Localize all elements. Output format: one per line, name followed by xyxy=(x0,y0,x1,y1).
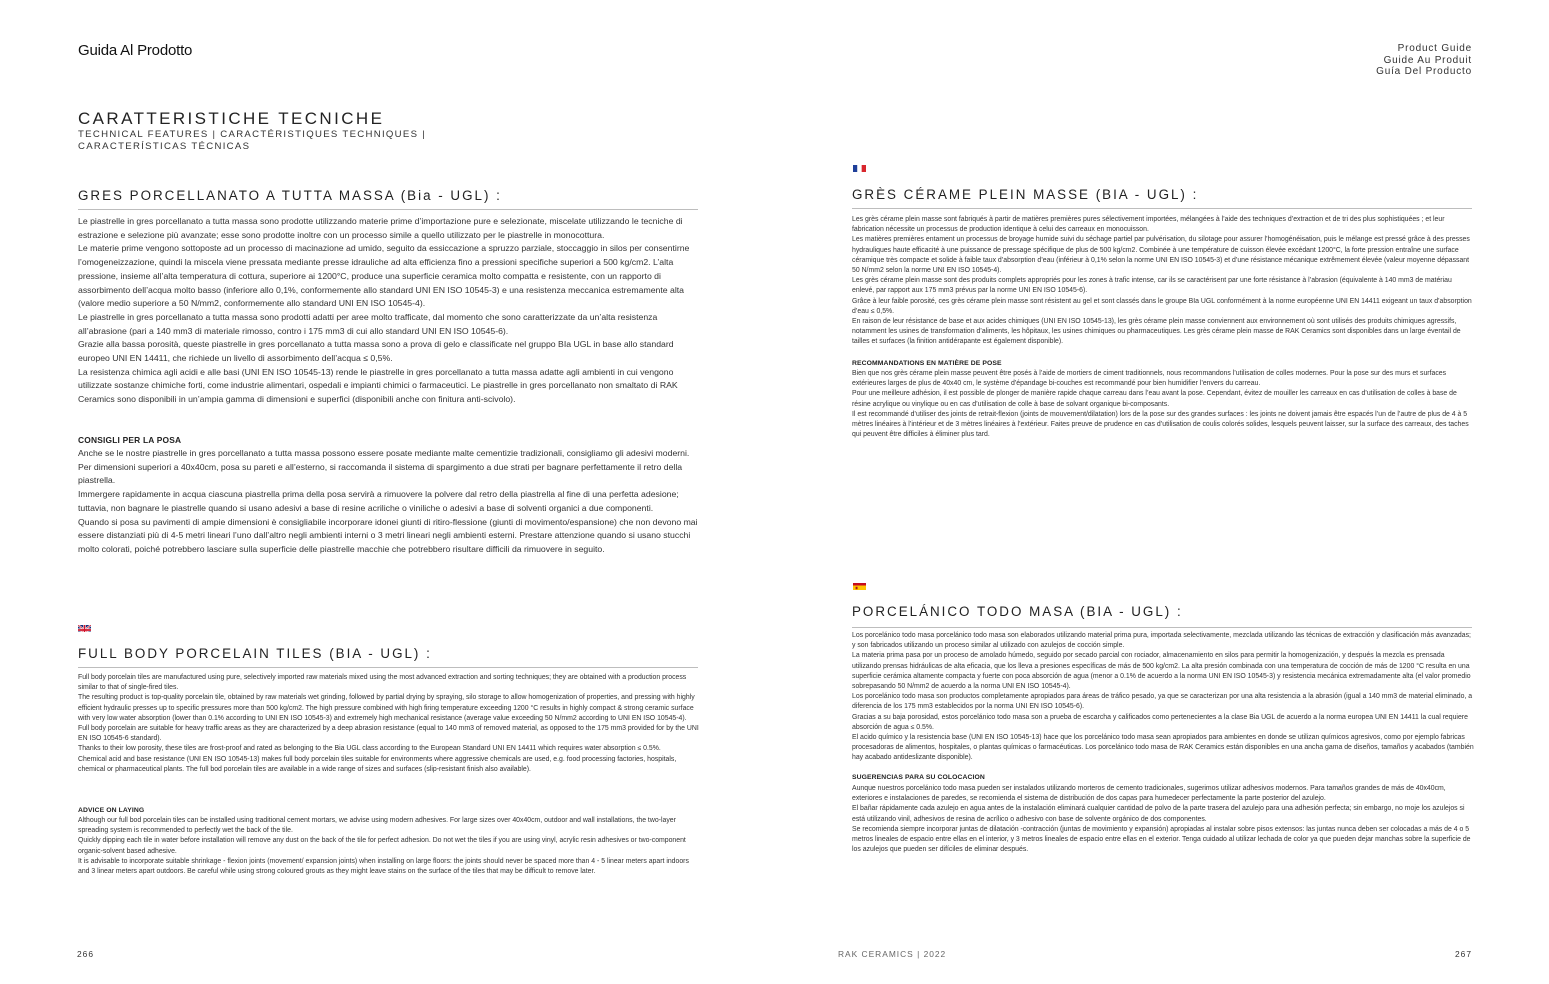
spanish-laying-body xyxy=(852,784,1474,855)
french-laying-paragraph: Bien que nos grès cérame plein masse peuvent être posés à l’aide de mortiers de ciment traditionnels, nous recommandons l’utilisation de colles modernes. Pour la pose sur des murs et surfaces extérieures larges de plus de 40x40 cm, le système d’épandage bi-couches est recommandé pour bien humidifier l’envers du carreau. xyxy=(852,370,1447,388)
english-laying-title: ADVICE ON LAYING xyxy=(78,807,145,814)
header-english-title: Product Guide xyxy=(1397,43,1472,54)
page-subtitle-line2: CARACTERÍSTICAS TÉCNICAS xyxy=(78,141,251,152)
italian-laying-paragraph: Anche se le nostre piastrelle in gres porcellanato a tutta massa possono essere posate mediante malte cementizie tradizionali, consigliamo gli adesivi moderni. Per dimensioni superiori a 40x40cm, posa su pareti e all’esterno, si raccomanda il sistema di spargimento a due strati per bagnare perfettamente il retro della piastrella. xyxy=(78,448,690,486)
spanish-section-title: PORCELÁNICO TODO MASA (BIA - UGL) : xyxy=(852,604,1183,619)
header-spanish-title: Guía Del Producto xyxy=(1376,66,1472,77)
header-guide-translations xyxy=(1376,43,1472,78)
english-laying-paragraph: Quickly dipping each tile in water before installation will remove any dust on the back of the tile for perfect adhesion. Do not wet the tiles if you are using vinyl, acrylic resin adhesives or two-component organic-solvent based adhesive. xyxy=(78,837,686,855)
spanish-paragraph: Los porcelánico todo masa porcelánico todo masa son elaborados utilizando material prima pura, importada selectivamente, mezclada utilizando las técnicas de extracción y clasificación más avanzadas; y son fabricados utilizando un proceso similar al utilizado con azulejos de cocción simple. xyxy=(852,632,1471,650)
spanish-paragraph: Los porcelánico todo masa son productos completamente apropiados para áreas de tráfico pesado, ya que se caracterizan por una alta resistencia a la abrasión (igual a 140 mm3 de material eliminado, a diferencia de los 175 mm3 establecidos por la norma UNI EN ISO 10545-6). xyxy=(852,693,1473,711)
french-laying-title: RECOMMANDATIONS EN MATIÈRE DE POSE xyxy=(852,360,1002,367)
french-paragraph: Les matières premières entament un processus de broyage humide suivi du séchage partiel par pulvérisation, du silotage pour assurer l’homogénéisation, puis le mélange est pressé grâce à des presses hydrauliques haute efficacité à une puissance de pressage spécifique de plus de 500 kg/cm2. Combinée à une température de cuisson élevée excédant 1200°C, la forte pression entraîne une surface céramique très compacte et solide à faible taux d’absorption d’eau (inférieur à 0,1% selon la norme UNI EN ISO 10545-3) et d’une résistance mécanique extrêmement élevée (valeur moyenne dépassant 50 N/mm2 selon la norme UNI EN ISO 10545-4). xyxy=(852,236,1470,275)
english-laying-paragraph: Although our full bod porcelain tiles can be installed using traditional cement mortars, we advise using modern adhesives. For large sizes over 40x40cm, outdoor and wall installations, the two-layer spreading system is recommended to perfectly wet the back of the tile. xyxy=(78,817,676,835)
spanish-title-rule xyxy=(852,627,1472,628)
italian-laying-body xyxy=(78,447,700,557)
page-title: CARATTERISTICHE TECNICHE xyxy=(78,109,385,128)
italian-paragraph: Le materie prime vengono sottoposte ad un processo di macinazione ad umido, seguito da essiccazione a spruzzo parziale, stoccaggio in silos per consentirne l’omogeneizzazione, quindi la miscela viene pressata mediante presse idrauliche ad alta efficienza fino a pressioni specifiche superiori a 500 kg/cm2. L’alta pressione, insieme all’alta temperatura di cottura, superiore ai 1200°C, produce una superficie ceramica molto compatta e resistente, con un rapporto di assorbimento dell’acqua molto basso (inferiore allo 0,1%, conformemente allo standard UNI EN ISO 10545-3) e una resistenza meccanica estremamente alta (valore medio superiore a 50 N/mm2, conformemente allo standard UNI EN ISO 10545-4). xyxy=(78,243,690,309)
english-paragraph: Chemical acid and base resistance (UNI EN ISO 10545-13) makes full body porcelain tiles suitable for environments where aggressive chemicals are used, e.g. food processing factories, hospitals, chemical or pharmaceutical plants. The full bod porcelain tiles are available in a wide range of sizes and surfaces (slip-resistant finish also available). xyxy=(78,755,677,773)
italian-laying-paragraph: Quando si posa su pavimenti di ampie dimensioni è consigliabile incorporare idonei giunti di ritiro-flessione (giunti di movimento/espansione) che non devono mai essere distanziati più di 4-5 metri lineari l’uno dall’altro negli ambienti interni o 3 metri lineari negli ambienti esterni. Prestare attenzione quando si usano stucchi molto colorati, poiché potrebbero lasciare sulla superficie delle piastrelle macchie che potrebbero risultare difficili da rimuovere in seguito. xyxy=(78,516,698,554)
italian-paragraph: Le piastrelle in gres porcellanato a tutta massa sono prodotte utilizzando materie prime d’importazione pure e selezionate, miscelate utilizzando le tecniche di estrazione e selezione più avanzate; esse sono prodotte inoltre con un processo simile a quello utilizzato per le piastrelle in monocottura. xyxy=(78,216,683,240)
italian-paragraph: La resistenza chimica agli acidi e alle basi (UNI EN ISO 10545-13) rende le piastrelle in gres porcellanato a tutta massa adatte agli ambienti in cui vengono utilizzate sostanze chimiche forti, come industrie alimentari, ospedali e impianti chimici o farmaceutici. Le piastrelle in gres porcellanato non smaltato di RAK Ceramics sono disponibili in un’ampia gamma di dimensioni e superfici (disponibili anche con finitura anti-scivolo). xyxy=(78,366,678,405)
french-paragraph: En raison de leur résistance de base et aux acides chimiques (UNI EN ISO 10545-13), les grès cérame plein masse conviennent aux environnement où sont utilisés des produits chimiques agressifs, notamment les usines de transformation d’aliments, les hôpitaux, les usines chimiques ou pharmaceutiques. Les grès cérame plein masse de RAK Ceramics sont disponibles dans un large éventail de tailles et surfaces (la finition antidérapante est également disponible). xyxy=(852,318,1461,346)
page-subtitle-line1: TECHNICAL FEATURES | CARACTÉRISTIQUES TECHNIQUES | xyxy=(78,129,427,140)
french-paragraph: Les grès cérame plein masse sont fabriqués à partir de matières premières pures sélectivement importées, mélangées à l’aide des techniques d’extraction et de tri des plus sophistiquées ; et leur fabrication nécessite un processus de production identique à celui des carreaux en monocuisson. xyxy=(852,216,1445,234)
spanish-paragraph: La materia prima pasa por un proceso de amolado húmedo, seguido por secado parcial con rociador, almacenamiento en silos para permitir la homogenización, y después la mezcla es prensada utilizando prensas hidráulicas de alta eficacia, que los lleva a presiones específicas de más de 500 kg/cm2. La alta presión combinada con una temperatura de cocción de más de 1200 °C resulta en una superficie cerámica altamente compacta y fuerte con poca absorción de agua (menor a 0.1% de acuerdo a la norma UNI EN ISO 10545-3) y resistencia mecánica extremadamente alta (el valor promedio sobrepasando 50 N/mm2 de acuerdo a la norma UNI EN ISO 10545-4). xyxy=(852,652,1471,691)
right-page-number: 267 xyxy=(1455,949,1472,959)
english-section-title: FULL BODY PORCELAIN TILES (BIA - UGL) : xyxy=(78,646,432,661)
english-body xyxy=(78,673,700,775)
italian-laying-title: CONSIGLI PER LA POSA xyxy=(78,435,182,445)
header-guide-title: Guida Al Prodotto xyxy=(78,42,193,59)
french-laying-paragraph: Pour une meilleure adhésion, il est possible de plonger de manière rapide chaque carreau dans l’eau avant la pose. Cependant, évitez de mouiller les carreaux en cas d’utilisation de colles à base de résine acrylique ou vinylique ou en cas d’utilisation de colle à base de solvant organique bi-composants. xyxy=(852,390,1457,408)
french-paragraph: Grâce à leur faible porosité, ces grès cérame plein masse sont résistent au gel et sont classés dans le groupe BIa UGL conformément à la norme européenne UNI EN 14411 exigeant un taux d’absorption d’eau ≤ 0,5%. xyxy=(852,297,1472,315)
french-paragraph: Les grès cérame plein masse sont des produits complets appropriés pour les zones à trafic intense, car ils se caractérisent par une forte résistance à l’abrasion (équivalente à 140 mm3 de matériau enlevé, par rapport aux 175 mm3 prévus par la norme UNI EN ISO 10545-6). xyxy=(852,277,1452,295)
france-flag-icon xyxy=(853,162,866,172)
french-section-title: GRÈS CÉRAME PLEIN MASSE (BIA - UGL) : xyxy=(852,187,1199,202)
spanish-body xyxy=(852,631,1474,764)
italian-paragraph: Le piastrelle in gres porcellanato a tutta massa sono prodotti adatti per aree molto trafficate, dal momento che sono caratterizzate da un’alta resistenza all’abrasione (pari a 140 mm3 di materiale rimosso, contro i 175 mm3 di cui allo standard UNI EN ISO 10545-6). xyxy=(78,311,658,336)
french-laying-body xyxy=(852,369,1474,440)
italian-section-title: GRES PORCELLANATO A TUTTA MASSA (Bia - UGL) : xyxy=(78,188,502,203)
spain-flag-icon xyxy=(853,580,866,590)
footer-brand-year: RAK CERAMICS | 2022 xyxy=(838,949,947,959)
left-page-number: 266 xyxy=(77,949,94,959)
italian-title-rule xyxy=(78,209,698,210)
italian-paragraph: Grazie alla bassa porosità, queste piastrelle in gres porcellanato a tutta massa sono a prova di gelo e classificate nel gruppo BIa UGL in base allo standard europeo UNI EN 14411, che richiede un livello di assorbimento dell’acqua ≤ 0,5%. xyxy=(78,339,674,364)
french-title-rule xyxy=(852,208,1472,209)
spanish-laying-paragraph: El bañar rápidamente cada azulejo en agua antes de la instalación eliminará cualquier cantidad de polvo de la parte trasera del azulejo para una adhesión perfecta; sin embargo, no moje los azulejos si está utilizando vinil, adhesivos de resina de acrílico o adhesivo con base de solvente orgánico de dos componentes. xyxy=(852,805,1465,823)
spanish-laying-title: SUGERENCIAS PARA SU COLOCACION xyxy=(852,774,985,781)
uk-flag-icon xyxy=(78,622,91,632)
english-paragraph: Full body porcelain are suitable for heavy traffic areas as they are characterized by a deep abrasion resistance (equal to 140 mm3 of removed material, as opposed to the 175 mm3 provided for by the UNI EN ISO 10545-6 standard). xyxy=(78,725,699,743)
header-french-title: Guide Au Produit xyxy=(1383,54,1472,66)
english-paragraph: Full body porcelain tiles are manufactured using pure, selectively imported raw materials mixed using the most advanced extraction and sorting techniques; they are obtained with a production process similar to that of single-fired tiles. xyxy=(78,674,687,692)
spanish-paragraph: Gracias a su baja porosidad, estos porcelánico todo masa son a prueba de escarcha y calificados como pertenecientes a la clase Bia UGL de acuerdo a la norma europea UNI EN 14411 la cual requiere absorción de agua ≤ 0.5%. xyxy=(852,713,1468,731)
english-laying-paragraph: It is advisable to incorporate suitable shrinkage - flexion joints (movement/ expansion joints) when installing on large floors: the joints should never be spaced more than 4 - 5 linear meters apart indoors and 3 linear meters apart outdoors. Be careful while using strong coloured grouts as they might leave stains on the surface of the tiles that may be difficult to remove later. xyxy=(78,857,689,876)
english-paragraph: Thanks to their low porosity, these tiles are frost-proof and rated as belonging to the Bia UGL class according to the European Standard UNI EN 14411 which requires water absorption ≤ 0.5%. xyxy=(78,745,661,753)
english-paragraph: The resulting product is top-quality porcelain tile, obtained by raw materials wet grinding, followed by partial drying by spraying, silo storage to allow homogenization of properties, and pressing with highly efficient hydraulic presses up to specific pressures more than 500 kg/cm2. The high pressure combined with high firing temperature exceeding 1200 °C results in highly compact & strong ceramic surface with very low water absorption (lower than 0.1% according to UNI EN ISO 10545-3) and extremely high mechanical resistance (average value exceeding 50 N/mm2 according to UNI EN ISO 10545-4). xyxy=(78,694,695,722)
italian-body xyxy=(78,215,700,407)
english-laying-body xyxy=(78,816,700,877)
french-body xyxy=(852,215,1474,348)
page-subtitle xyxy=(78,129,438,153)
french-laying-paragraph: Il est recommandé d’utiliser des joints de retrait-flexion (joints de mouvement/dilatation) lors de la pose sur des grandes surfaces : les joints ne doivent jamais être espacés l’un de l’autre de plus de 4 à 5 mètres linéaires à l’intérieur et de 3 mètres linéaires à l’extérieur. Faites preuve de prudence en cas d’utilisation de coulis colorés solides, lesquels peuvent laisser, sur la surface des carreaux, des taches qui peuvent être difficiles à éliminer plus tard. xyxy=(852,410,1469,439)
spanish-laying-paragraph: Aunque nuestros porcelánico todo masa pueden ser instalados utilizando morteros de cemento tradicionales, sugerimos utilizar adhesivos modernos. Para tamaños grandes de más de 40x40cm, exteriores e instalaciones de paredes, se recomienda el sistema de distribución de dos capas para humedecer perfectamente la parte posterior del azulejo. xyxy=(852,785,1446,803)
english-title-rule xyxy=(78,667,698,668)
italian-laying-paragraph: Immergere rapidamente in acqua ciascuna piastrella prima della posa servirà a rimuovere la polvere dal retro della piastrella al fine di una perfetta adesione; tuttavia, non bagnare le piastrelle quando si usano adesivi a base di resine acriliche o viniliche o adesivi a base di solventi organici a due componenti. xyxy=(78,489,679,513)
spanish-paragraph: El acido químico y la resistencia base (UNI EN ISO 10545-13) hace que los porcelánico todo masa sean apropiados para ambientes en donde se utilizan químicos agresivos, como por ejemplo fabricas procesadoras de alimentos, hospitales, o plantas químicas o farmacéuticas. Los porcelánico todo masa de RAK Ceramics están disponibles en una ancha gama de diseños, tamaños y acabados (también hay acabado antideslizante disponible). xyxy=(852,734,1474,762)
spanish-laying-paragraph: Se recomienda siempre incorporar juntas de dilatación -contracción (juntas de movimiento y expansión) apropiadas al instalar sobre pisos extensos: las juntas nunca deben ser colocadas a más de 4 o 5 metros lineales de espacio entre ellas en el interior, y 3 metros lineales de espacio entre ellas en el exterior. Tenga cuidado al utilizar lechada de color ya que pueden dejar manchas sobre la superficie de los azulejos que pueden ser difíciles de eliminar después. xyxy=(852,825,1471,854)
